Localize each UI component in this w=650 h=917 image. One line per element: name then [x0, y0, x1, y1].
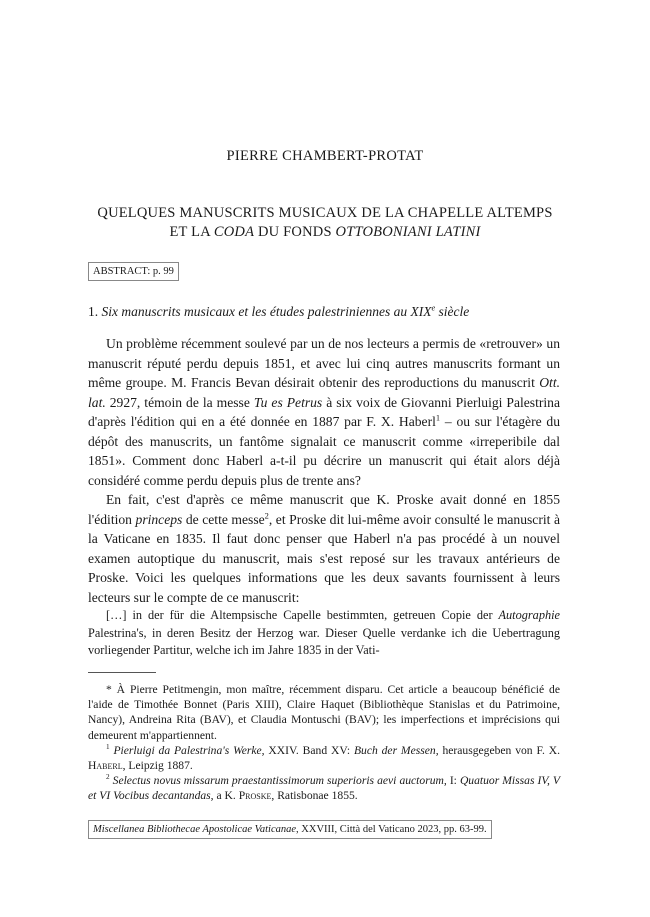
title-line-2: ET LA CODA DU FONDS OTTOBONIANI LATINI [169, 224, 481, 240]
footnote-divider [88, 672, 156, 673]
block-quote: […] in der für die Altempsische Capelle bestimmten, getreuen Copie der Autographie Palestrina's, in deren Besitz der Herzog war. Dieser Quelle verdanke ich die Uebertragung vorliegender Partitur, welche ich im Jahre 1835 in der Vati- [88, 608, 560, 657]
author-name: PIERRE CHAMBERT-PROTAT [226, 148, 424, 164]
footnote-star: * À Pierre Petitmengin, mon maître, récemment disparu. Cet article a beaucoup bénéficié de l'aide de Timothée Bonnet (Paris XIII), Claire Haquet (Bibliothèque Stanislas et du Patrimoine, Nancy), Andreina Rita (BAV), et Claudia Montuschi (BAV); les imperfections et imprécisions qui demeurent m'appartiennent. [88, 683, 560, 742]
body-text [88, 334, 560, 660]
paragraph-2: En fait, c'est d'après ce même manuscrit que K. Proske avait donné en 1855 l'édition princeps de cette messe$^2$, et Proske dit lui-même avoir consulté le manuscrit à la Vaticane en 1835. Il faut donc penser que Haberl n'a pas procédé à un nouvel examen autoptique du manuscrit, mais s'est reposé sur les travaux antérieurs de Proske. Voici les quelques informations que les deux savants fournissent à leurs lecteurs sur le compte de ce manuscrit: [88, 492, 560, 605]
article-title [60, 204, 590, 242]
footnotes [88, 682, 560, 804]
citation-footer: Miscellanea Bibliothecae Apostolicae Vaticanae, XXVIII, Città del Vaticano 2023, pp. 63-99. [88, 820, 492, 839]
footnote-2: $^2$ Selectus novus missarum praestantissimorum superioris aevi auctorum, I: Quatuor Missas IV, V et VI Vocibus decantandas, a K. Proske, Ratisbonae 1855. [88, 773, 560, 803]
section-heading: 1. Six manuscrits musicaux et les études palestriniennes au XIXe siècle [88, 303, 470, 319]
footnote-ref-1[interactable]: 1 [435, 412, 441, 423]
footnote-1: $^1$ Pierluigi da Palestrina's Werke, XXIV. Band XV: Buch der Messen, herausgegeben von F. X. Haberl, Leipzig 1887. [88, 742, 560, 773]
abstract-link[interactable]: ABSTRACT: p. 99 [88, 262, 179, 281]
paragraph-1: Un problème récemment soulevé par un de nos lecteurs a permis de «retrouver» un manuscrit réputé perdu depuis 1851, et avec lui cinq autres manuscrits formant un même groupe. M. Francis Bevan désirait obtenir des reproductions du manuscrit Ott. lat. 2927, témoin de la messe Tu es Petrus à six voix de Giovanni Pierluigi Palestrina d'après l'édition qui en a été donnée en 1887 par F. X. Haberl$^1$ – ou sur l'étagère du dépôt des manuscrits, un fantôme signalait ce manuscrit comme «irreperibile dal 1851». Comment donc Haberl a-t-il pu décrire un manuscrit qui était alors déjà considéré comme perdu depuis plus de trente ans? [88, 336, 561, 488]
title-line-1: QUELQUES MANUSCRITS MUSICAUX DE LA CHAPELLE ALTEMPS [97, 205, 553, 221]
footnote-ref-2[interactable]: 2 [264, 509, 269, 520]
